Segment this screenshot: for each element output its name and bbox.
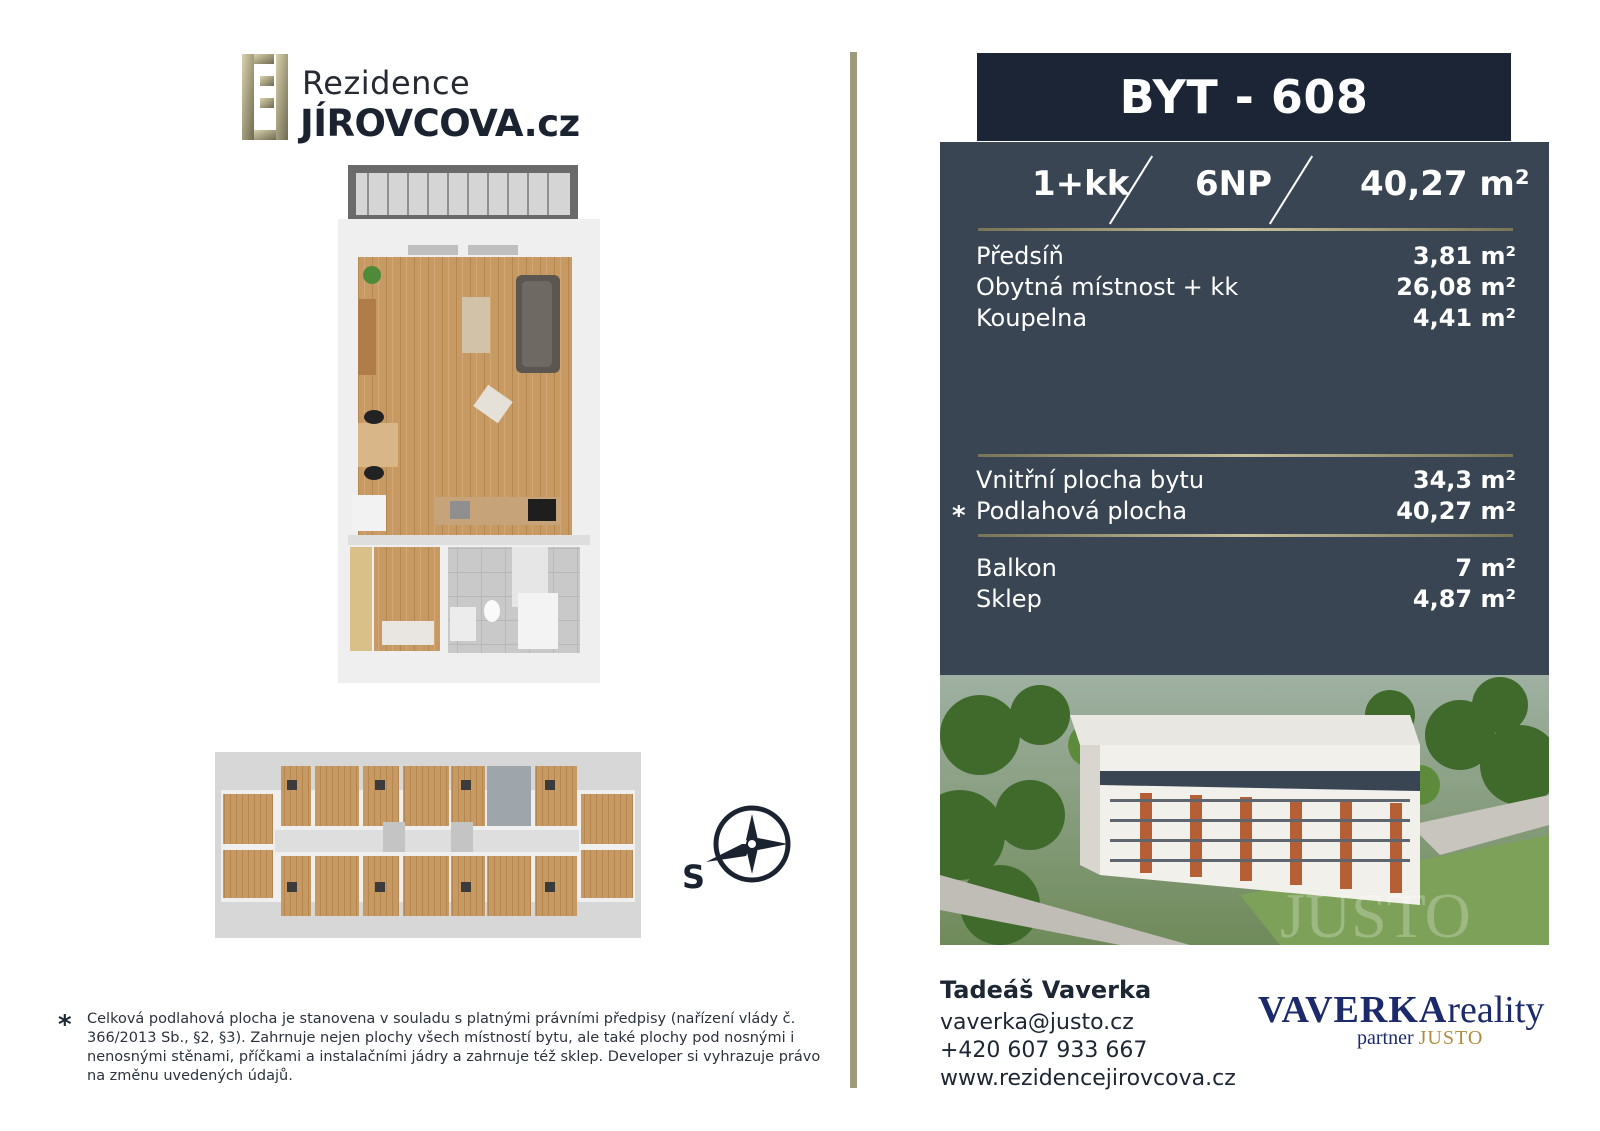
room-label: Předsíň	[976, 242, 1064, 270]
footnote-marker: *	[58, 1010, 72, 1040]
gold-rule	[978, 228, 1513, 231]
room-area: 4,41 m²	[1412, 304, 1516, 332]
room-area: 3,81 m²	[1412, 242, 1516, 270]
apartment-title-box	[977, 53, 1511, 141]
floor: 6NP	[1195, 164, 1273, 204]
apartment-info-panel	[940, 142, 1549, 676]
room-label: Obytná místnost + kk	[976, 273, 1239, 301]
extra-row	[976, 554, 1516, 584]
extra-area: 7 m²	[1455, 554, 1516, 582]
apartment-title: BYT - 608	[1119, 70, 1369, 124]
disposition: 1+kk	[1032, 164, 1130, 204]
building-overview-plan	[215, 752, 641, 938]
website-link[interactable]: www.rezidencejirovcova.cz	[940, 1066, 1236, 1091]
brand-logo	[1258, 988, 1544, 1032]
brand-partner-line	[1357, 1027, 1483, 1050]
extra-label: Sklep	[976, 585, 1042, 613]
room-area: 26,08 m²	[1396, 273, 1516, 301]
contact-phone-link[interactable]: +420 607 933 667	[940, 1038, 1148, 1063]
photo-watermark: JUSTO	[1280, 880, 1471, 945]
footnote-text: Celková podlahová plocha je stanovena v souladu s platnými právními předpisy (nařízení vlády č. 366/2013 Sb., §2, §3). Zahrnuje nejen plochy všech místností bytu, ale také plochy pod nosnými i nenosnými stěnami, příčkami a instalačními jádry a zahrnuje též sklep. Developer si vyhrazuje právo na změnu uvedených údajů.	[87, 1011, 821, 1084]
extra-label: Balkon	[976, 554, 1057, 582]
vertical-divider	[850, 52, 857, 1088]
total-row	[976, 466, 1516, 496]
total-row	[976, 497, 1516, 527]
room-row	[976, 242, 1516, 272]
logo-text-line1: Rezidence	[302, 64, 471, 102]
brand-partner-label: partner	[1357, 1027, 1414, 1049]
gold-rule	[978, 454, 1513, 457]
extra-row	[976, 585, 1516, 615]
extra-area: 4,87 m²	[1412, 585, 1516, 613]
footnote-marker: *	[952, 501, 966, 531]
project-logo	[242, 54, 602, 144]
brand-name-bold: VAVERKA	[1258, 989, 1448, 1031]
room-label: Koupelna	[976, 304, 1088, 332]
logo-text-line2: JÍROVCOVA.cz	[300, 102, 580, 145]
gold-rule	[978, 534, 1513, 537]
room-row	[976, 273, 1516, 303]
total-area: 34,3 m²	[1412, 466, 1516, 494]
separator-slash	[1269, 156, 1313, 225]
compass-direction-label: S	[682, 858, 706, 896]
contact-email-link[interactable]: vaverka@justo.cz	[940, 1010, 1134, 1035]
contact-name: Tadeáš Vaverka	[940, 976, 1152, 1004]
floor-plan	[338, 165, 600, 683]
total-label: Vnitřní plocha bytu	[976, 466, 1205, 494]
brand-partner-name: JUSTO	[1418, 1027, 1484, 1049]
room-row	[976, 304, 1516, 334]
building-aerial-photo	[940, 675, 1549, 945]
total-area: 40,27 m²	[1360, 164, 1530, 204]
building-monogram-icon	[242, 54, 296, 140]
total-label: Podlahová plocha	[976, 497, 1188, 525]
brand-name-rest: reality	[1447, 989, 1545, 1031]
total-area: 40,27 m²	[1396, 497, 1516, 525]
